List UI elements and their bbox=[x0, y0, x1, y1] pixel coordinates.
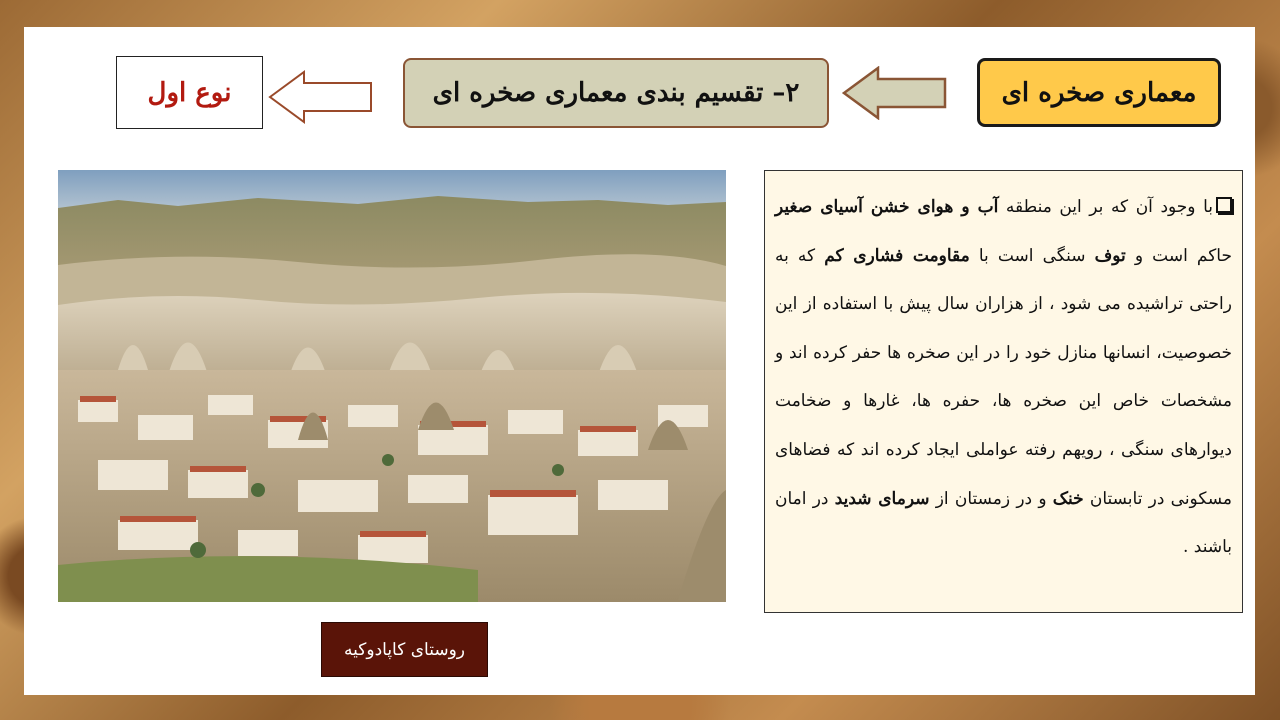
description-paragraph bbox=[764, 170, 1243, 613]
bullet-square-icon bbox=[1216, 197, 1232, 213]
body-text: و در زمستان از bbox=[929, 488, 1053, 509]
section-heading-text: ۲– تقسیم بندی معماری صخره ای bbox=[432, 78, 800, 108]
arrow-left-icon bbox=[268, 70, 374, 124]
cappadocia-photo bbox=[58, 170, 726, 602]
body-text: سنگی است با bbox=[969, 245, 1095, 266]
photo-caption-text: روستای کاپادوکیه bbox=[344, 639, 465, 660]
emphasis-text: آب و هوای خشن آسیای صغیر bbox=[775, 197, 999, 217]
body-text: حاکم است و bbox=[1125, 245, 1232, 266]
photo-caption bbox=[321, 622, 488, 677]
emphasis-text: توف bbox=[1094, 245, 1126, 266]
description-text bbox=[775, 197, 1232, 557]
slide-title-text: معماری صخره ای bbox=[1001, 77, 1197, 108]
slide-title bbox=[977, 58, 1221, 127]
emphasis-text: سرمای شدید bbox=[834, 488, 930, 509]
body-text: در امان باشند . bbox=[775, 488, 1232, 558]
type-label bbox=[116, 56, 263, 129]
type-label-text: نوع اول bbox=[147, 77, 232, 108]
section-heading bbox=[403, 58, 829, 128]
body-text: که به راحتی تراشیده می شود ، از هزاران سال پیش با استفاده از این خصوصیت، انسانها منازل خود را در این صخره ها حفر کرده اند و مشخصات خاص این صخره ها، حفره ها، غارها و ضخامت دیوارهای سنگی ، رویهم رفته عواملی ایجاد کرده اند که فضاهای مسکونی در تابستان bbox=[775, 245, 1232, 509]
arrow-left-icon bbox=[842, 66, 948, 120]
emphasis-text: مقاومت فشاری کم bbox=[824, 245, 970, 266]
emphasis-text: خنک bbox=[1052, 488, 1084, 509]
body-text: با وجود آن که بر این منطقه bbox=[998, 197, 1213, 217]
